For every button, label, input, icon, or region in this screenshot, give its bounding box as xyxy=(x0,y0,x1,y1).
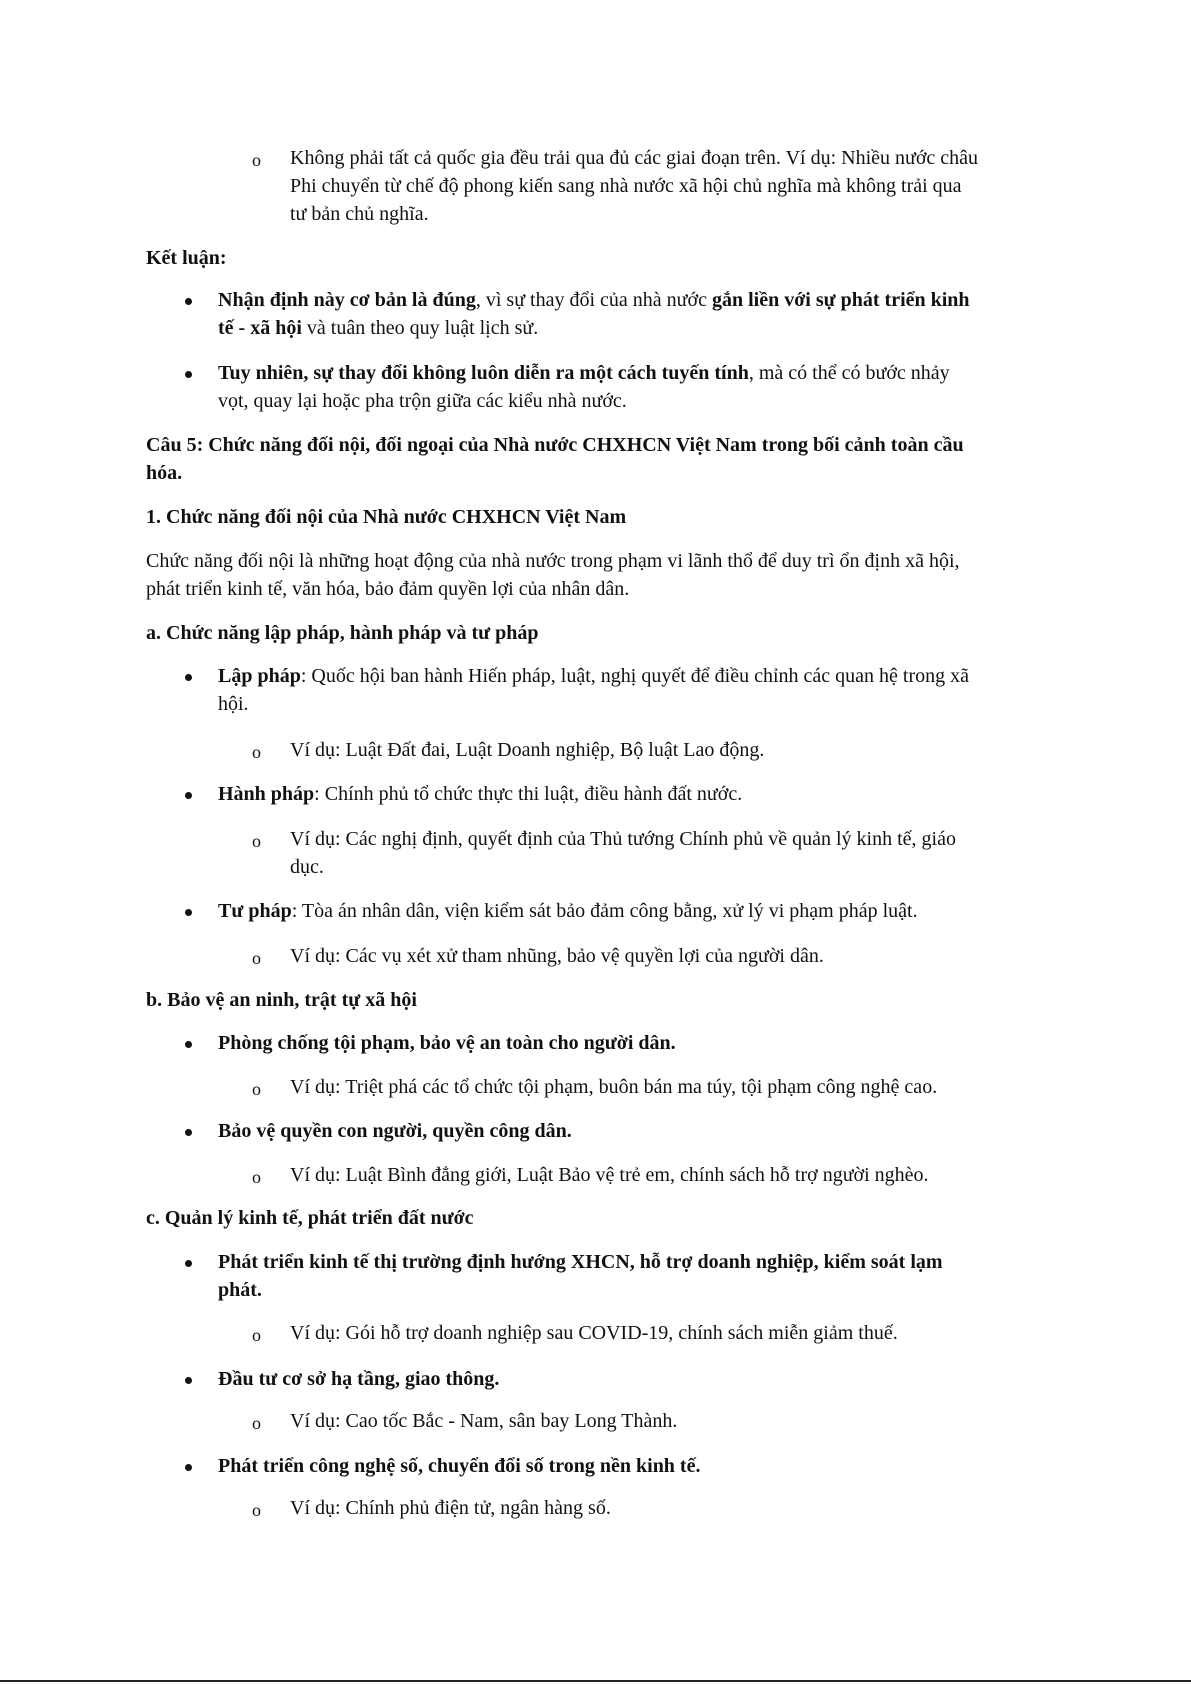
circle-bullet-icon: o xyxy=(252,742,261,762)
circle-bullet-icon: o xyxy=(252,1413,261,1433)
section-b-item-1: Phòng chống tội phạm, bảo vệ an toàn cho người dân. xyxy=(218,1032,676,1054)
circle-bullet-icon: o xyxy=(252,1325,261,1345)
section-b-item-1-example: Ví dụ: Triệt phá các tổ chức tội phạm, buôn bán ma túy, tội phạm công nghệ cao. xyxy=(290,1076,938,1098)
section-b-item-2: Bảo vệ quyền con người, quyền công dân. xyxy=(218,1120,572,1142)
bullet-dot-icon xyxy=(185,1377,192,1384)
text: : Chính phủ tổ chức thực thi luật, điều hành đất nước. xyxy=(314,783,743,805)
bullet-dot-icon xyxy=(185,674,192,681)
section-c-item-2-example: Ví dụ: Cao tốc Bắc - Nam, sân bay Long Thành. xyxy=(290,1410,678,1432)
hanh-phap-line xyxy=(218,780,742,808)
text: : Quốc hội ban hành Hiến pháp, luật, nghị quyết để điều chỉnh các quan hệ trong xã xyxy=(300,665,969,687)
bold-text: tế - xã hội xyxy=(218,317,302,339)
bold-text: Tuy nhiên, sự thay đổi không luôn diễn ra một cách tuyến tính xyxy=(218,362,749,384)
tu-phap-example: Ví dụ: Các vụ xét xử tham nhũng, bảo vệ quyền lợi của người dân. xyxy=(290,945,824,967)
circle-bullet-icon: o xyxy=(252,831,261,851)
bullet-dot-icon xyxy=(185,792,192,799)
section-1-paragraph-line-1: Chức năng đối nội là những hoạt động của nhà nước trong phạm vi lãnh thổ để duy trì ổn định xã hội, xyxy=(146,550,960,572)
conclusion-heading: Kết luận: xyxy=(146,247,227,269)
bullet-dot-icon xyxy=(185,1129,192,1136)
lap-phap-line-2: hội. xyxy=(218,693,249,715)
conclusion-bullet-2-line-1 xyxy=(218,359,950,387)
section-c-item-3-example: Ví dụ: Chính phủ điện tử, ngân hàng số. xyxy=(290,1497,611,1519)
section-c-item-3: Phát triển công nghệ số, chuyển đổi số trong nền kinh tế. xyxy=(218,1455,701,1477)
section-c-item-1-example: Ví dụ: Gói hỗ trợ doanh nghiệp sau COVID-19, chính sách miễn giảm thuế. xyxy=(290,1322,898,1344)
hanh-phap-example-line-1: Ví dụ: Các nghị định, quyết định của Thủ tướng Chính phủ về quản lý kinh tế, giáo xyxy=(290,828,956,850)
bullet-dot-icon xyxy=(185,909,192,916)
lap-phap-example: Ví dụ: Luật Đất đai, Luật Doanh nghiệp, Bộ luật Lao động. xyxy=(290,739,765,761)
section-c-heading: c. Quản lý kinh tế, phát triển đất nước xyxy=(146,1207,474,1229)
circle-bullet-icon: o xyxy=(252,1167,261,1187)
text: : Tòa án nhân dân, viện kiểm sát bảo đảm công bằng, xử lý vi phạm pháp luật. xyxy=(291,900,918,922)
bold-text: Tư pháp xyxy=(218,900,292,922)
circle-bullet-icon: o xyxy=(252,948,261,968)
circle-bullet-icon: o xyxy=(252,1500,261,1520)
bullet-dot-icon xyxy=(185,1041,192,1048)
text: và tuân theo quy luật lịch sử. xyxy=(301,317,539,339)
section-b-heading: b. Bảo vệ an ninh, trật tự xã hội xyxy=(146,989,417,1011)
conclusion-bullet-1-line-1 xyxy=(218,286,970,314)
section-1-heading: 1. Chức năng đối nội của Nhà nước CHXHCN Việt Nam xyxy=(146,506,627,528)
section-b-item-2-example: Ví dụ: Luật Bình đẳng giới, Luật Bảo vệ trẻ em, chính sách hỗ trợ người nghèo. xyxy=(290,1164,929,1186)
section-1-paragraph-line-2: phát triển kinh tế, văn hóa, bảo đảm quyền lợi của nhân dân. xyxy=(146,578,630,600)
bold-text: Hành pháp xyxy=(218,783,315,805)
bold-text: gắn liền với sự phát triển kinh xyxy=(711,289,970,311)
page-bottom-divider xyxy=(0,1680,1191,1682)
section-c-item-1-line-1: Phát triển kinh tế thị trường định hướng XHCN, hỗ trợ doanh nghiệp, kiểm soát lạm xyxy=(218,1251,943,1273)
intro-sub-line-1: Không phải tất cả quốc gia đều trải qua đủ các giai đoạn trên. Ví dụ: Nhiều nước châu xyxy=(290,147,979,169)
question-5-title-line-2: hóa. xyxy=(146,462,183,484)
hanh-phap-example-line-2: dục. xyxy=(290,856,324,878)
section-c-item-1-line-2: phát. xyxy=(218,1279,262,1301)
text: , mà có thể có bước nhảy xyxy=(748,362,950,384)
bold-text: Nhận định này cơ bản là đúng xyxy=(218,289,476,311)
conclusion-bullet-1-line-2 xyxy=(218,314,538,342)
intro-sub-line-3: tư bản chủ nghĩa. xyxy=(290,203,429,225)
circle-bullet-icon: o xyxy=(252,150,261,170)
bullet-dot-icon xyxy=(185,1260,192,1267)
intro-sub-line-2: Phi chuyển từ chế độ phong kiến sang nhà nước xã hội chủ nghĩa mà không trải qua xyxy=(290,175,962,197)
tu-phap-line xyxy=(218,897,918,925)
question-5-title-line-1: Câu 5: Chức năng đối nội, đối ngoại của Nhà nước CHXHCN Việt Nam trong bối cảnh toàn cầu xyxy=(146,434,964,456)
text: , vì sự thay đổi của nhà nước xyxy=(475,289,712,311)
section-c-item-2: Đầu tư cơ sở hạ tầng, giao thông. xyxy=(218,1368,500,1390)
bold-text: Lập pháp xyxy=(218,665,301,687)
bullet-dot-icon xyxy=(185,371,192,378)
bullet-dot-icon xyxy=(185,298,192,305)
bullet-dot-icon xyxy=(185,1464,192,1471)
section-a-heading: a. Chức năng lập pháp, hành pháp và tư pháp xyxy=(146,622,539,644)
circle-bullet-icon: o xyxy=(252,1079,261,1099)
conclusion-bullet-2-line-2: vọt, quay lại hoặc pha trộn giữa các kiểu nhà nước. xyxy=(218,390,627,412)
lap-phap-line-1 xyxy=(218,662,969,690)
